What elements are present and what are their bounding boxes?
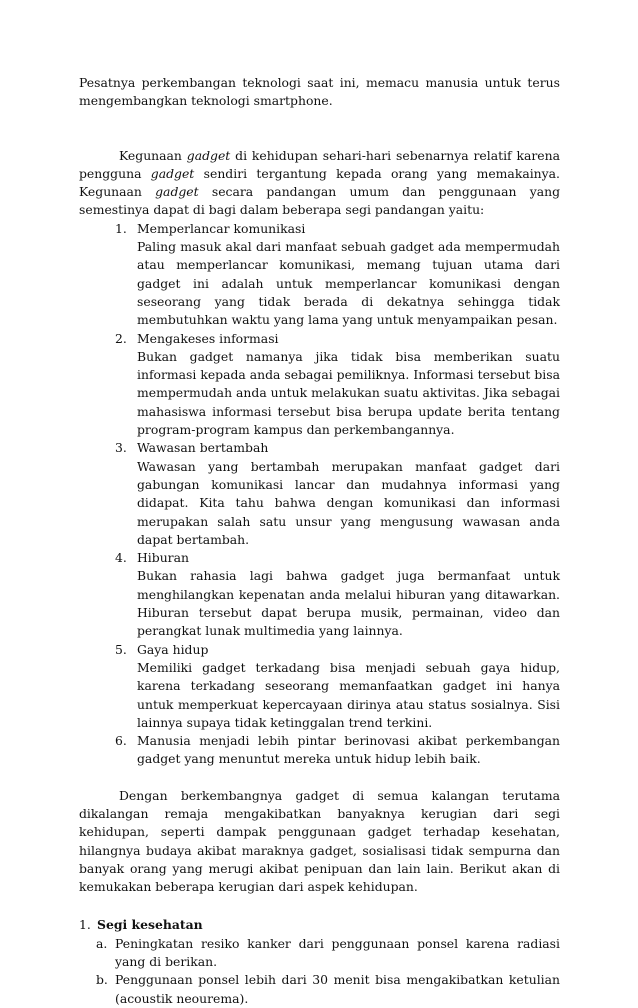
usage-text-1: Kegunaan bbox=[119, 147, 187, 163]
benefit-description: Bukan rahasia lagi bahwa gadget juga bermanfaat untuk menghilangkan kepenatan anda melalui hiburan yang ditawarkan. Hiburan tersebut dapat berupa musik, permainan, video dan perangkat lunak multimedia yang lainnya. bbox=[137, 568, 560, 639]
benefit-item-1 bbox=[79, 220, 560, 330]
benefit-number: 6. bbox=[115, 733, 127, 749]
benefit-title: Manusia menjadi lebih pintar berinovasi akibat perkembangan gadget yang menuntut mereka untuk hidup lebih baik. bbox=[137, 733, 560, 767]
benefit-item-5 bbox=[79, 641, 560, 732]
benefit-title: Hiburan bbox=[137, 550, 189, 566]
benefit-title: Memperlancar komunikasi bbox=[137, 220, 306, 236]
usage-term-gadget-2: gadget bbox=[150, 165, 195, 181]
usage-text-2: di kehidupan sehari-hari sebenarnya relatif karena pengguna bbox=[79, 147, 561, 181]
benefit-description: Memiliki gadget terkadang bisa menjadi sebuah gaya hidup, karena terkadang seseorang memanfaatkan gadget ini hanya untuk memperkuat kepercayaan dirinya atau status sosialnya. Sisi lainnya supaya tidak ketinggalan trend terkini. bbox=[137, 659, 560, 730]
benefit-number: 1. bbox=[115, 220, 127, 236]
benefit-title: Gaya hidup bbox=[137, 641, 209, 657]
benefit-number: 3. bbox=[115, 440, 127, 456]
drawbacks-section-list bbox=[79, 916, 560, 1007]
usage-term-gadget-3: gadget bbox=[155, 184, 199, 200]
benefit-number: 4. bbox=[115, 550, 127, 566]
sub-item-text: Penggunaan ponsel lebih dari 30 menit bisa mengakibatkan ketulian (acoustik neourema). bbox=[115, 972, 560, 1006]
usage-term-gadget-1: gadget bbox=[186, 147, 231, 163]
drawbacks-paragraph: Dengan berkembangnya gadget di semua kalangan terutama dikalangan remaja mengakibatkan banyaknya kerugian dari segi kehidupan, seperti dampak penggunaan gadget terhadap kesehatan, hilangnya budaya akibat maraknya gadget, sosialisasi tidak sempurna dan banyak orang yang merugi akibat penipuan dan lain lain. Berikut akan di kemukakan beberapa kerugian dari aspek kehidupan. bbox=[79, 787, 560, 895]
health-drawbacks-list bbox=[79, 935, 560, 1008]
benefit-title: Mengakeses informasi bbox=[137, 330, 279, 346]
usage-text-4: secara pandangan umum dan penggunaan yang semestinya dapat di bagi dalam beberapa segi pandangan yaitu: bbox=[79, 184, 560, 218]
sub-item-letter: a. bbox=[96, 935, 108, 951]
benefit-title: Wawasan bertambah bbox=[137, 440, 269, 456]
benefit-description: Paling masuk akal dari manfaat sebuah gadget ada mempermudah atau memperlancar komunikasi, memang tujuan utama dari gadget ini adalah untuk memperlancar komunikasi dengan seseorang yang tidak berada di dekatnya sehingga tidak membutuhkan waktu yang lama yang untuk menyampaikan pesan. bbox=[137, 239, 560, 328]
section-heading bbox=[79, 916, 560, 934]
benefit-item-3 bbox=[79, 439, 560, 549]
benefit-item-6 bbox=[79, 732, 560, 769]
sub-item-b bbox=[79, 971, 560, 1008]
sub-item-letter: b. bbox=[96, 972, 108, 988]
usage-paragraph bbox=[79, 147, 560, 220]
section-title: Segi kesehatan bbox=[97, 917, 203, 933]
benefit-item-4 bbox=[79, 549, 560, 640]
section-number: 1. bbox=[79, 917, 91, 933]
benefit-number: 2. bbox=[115, 330, 127, 346]
benefit-description: Wawasan yang bertambah merupakan manfaat gadget dari gabungan komunikasi lancar dan mudahnya informasi yang didapat. Kita tahu bahwa dengan komunikasi dan informasi merupakan salah satu unsur yang mengusung wawasan anda dapat bertambah. bbox=[137, 458, 560, 547]
sub-item-a bbox=[79, 935, 560, 972]
benefits-list bbox=[79, 220, 560, 769]
benefit-number: 5. bbox=[115, 641, 127, 657]
benefit-item-2 bbox=[79, 330, 560, 440]
usage-text-3: sendiri tergantung kepada orang yang memakainya. Kegunaan bbox=[79, 165, 560, 200]
sub-item-text: Peningkatan resiko kanker dari penggunaan ponsel karena radiasi yang di berikan. bbox=[115, 935, 560, 970]
benefit-description: Bukan gadget namanya jika tidak bisa memberikan suatu informasi kepada anda sebagai pemiliknya. Informasi tersebut bisa mempermudah anda untuk melakukan suatu aktivitas. Jika sebagai mahasiswa informasi tersebut bisa berupa update berita tentang program-program kampus dan perkembangannya. bbox=[137, 348, 560, 438]
intro-paragraph: Pesatnya perkembangan teknologi saat ini, memacu manusia untuk terus mengembangkan teknologi smartphone. bbox=[79, 75, 560, 109]
